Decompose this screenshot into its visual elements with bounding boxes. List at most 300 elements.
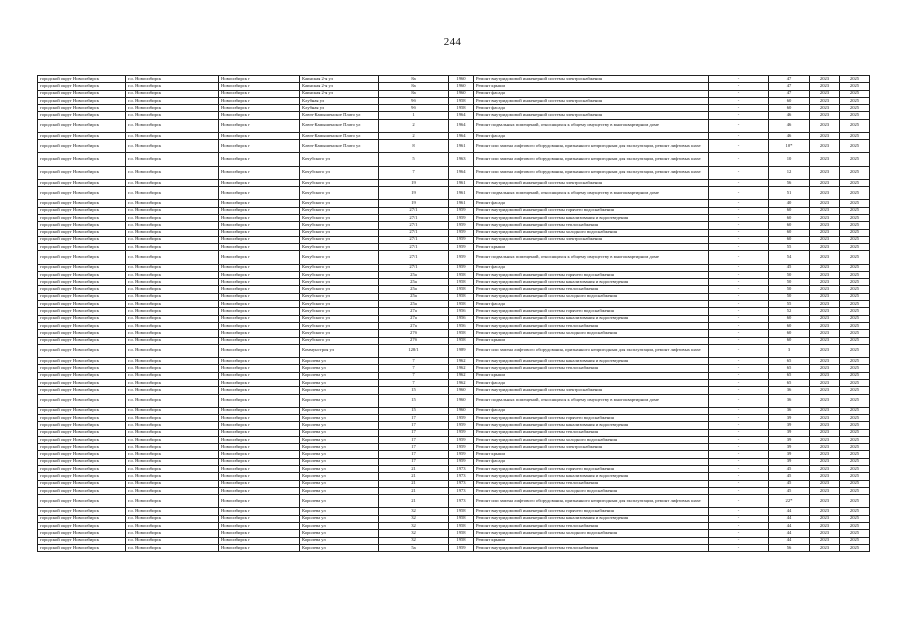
table-cell: Кочубского ул [300,264,379,271]
table-cell: г.о. Новосибирск [126,286,219,293]
table-row [38,458,870,465]
table-cell: городской округ Новосибирск [38,466,126,473]
table-cell: 2025 [840,480,870,487]
table-cell: - [709,495,769,508]
table-cell: городской округ Новосибирск [38,90,126,97]
table-cell: 19 [379,179,449,186]
table-cell: - [709,523,769,530]
table-cell: Новосибирск г [219,271,300,278]
table-cell: 2023 [810,153,840,166]
table-cell: 27а [379,322,449,329]
table-row [38,379,870,386]
table-cell: городской округ Новосибирск [38,140,126,153]
table-cell: 52 [769,308,810,315]
table-cell: г.о. Новосибирск [126,132,219,139]
table-cell: 27а [379,308,449,315]
table-cell: Кочубского ул [300,271,379,278]
table-cell: 2 [379,119,449,132]
table-cell: городской округ Новосибирск [38,422,126,429]
table-cell: 2023 [810,480,840,487]
table-cell: 1 [379,112,449,119]
table-cell: Королева ул [300,473,379,480]
table-cell: городской округ Новосибирск [38,473,126,480]
table-row [38,523,870,530]
table-cell: Ремонт внутридомовой инженерной системы канализования и водоотведения [474,515,709,522]
table-cell: - [709,337,769,344]
table-cell: 2025 [840,365,870,372]
table-cell: Королева ул [300,480,379,487]
table-cell: 1973 [449,480,474,487]
table-cell: 2023 [810,537,840,544]
table-cell: Королева ул [300,530,379,537]
table-cell: - [709,487,769,494]
table-cell: - [709,293,769,300]
table-cell: Ремонт внутридомовой инженерной системы теплоснабжения [474,365,709,372]
table-cell: 1959 [449,229,474,236]
table-cell: 44 [769,530,810,537]
table-cell: Новосибирск г [219,229,300,236]
table-cell: 2025 [840,90,870,97]
table-cell: городской округ Новосибирск [38,119,126,132]
table-cell: г.о. Новосибирск [126,495,219,508]
table-row [38,315,870,322]
table-cell: г.о. Новосибирск [126,508,219,515]
table-cell: 1973 [449,487,474,494]
table-cell: 27/1 [379,207,449,214]
table-cell: городской округ Новосибирск [38,322,126,329]
table-cell: Кочубского ул [300,251,379,264]
table-cell: 2025 [840,415,870,422]
table-cell: Королева ул [300,466,379,473]
table-row [38,132,870,139]
table-cell: 8а [379,76,449,83]
table-cell: 2023 [810,473,840,480]
table-cell: 1959 [449,415,474,422]
table-cell: Ремонт внутридомовой инженерной системы канализования и водоотведения [474,358,709,365]
table-cell: Новосибирск г [219,214,300,221]
table-cell: городской округ Новосибирск [38,544,126,551]
table-cell: 46 [769,119,810,132]
table-row [38,372,870,379]
table-cell: 1958 [449,515,474,522]
table-cell: 25а [379,279,449,286]
table-row [38,480,870,487]
table-cell: 2025 [840,308,870,315]
table-cell: 1960 [449,90,474,97]
table-row [38,119,870,132]
table-cell: 2023 [810,422,840,429]
table-cell: 2023 [810,308,840,315]
table-cell: Новосибирск г [219,458,300,465]
table-cell: 1958 [449,337,474,344]
table-cell: Новосибирск г [219,293,300,300]
table-cell: 50 [769,293,810,300]
page-number: 244 [443,36,462,48]
table-cell: 2025 [840,444,870,451]
table-cell: 32 [379,523,449,530]
table-cell: г.о. Новосибирск [126,90,219,97]
table-cell: 2023 [810,97,840,104]
table-cell: Королева ул [300,508,379,515]
table-cell: 17 [379,444,449,451]
table-cell: 1962 [449,365,474,372]
table-cell: 45 [769,466,810,473]
table-cell: 2025 [840,236,870,243]
table-row [38,322,870,329]
table-cell: городской округ Новосибирск [38,166,126,179]
table-cell: 39 [769,429,810,436]
table-cell: - [709,344,769,357]
table-cell: 2025 [840,214,870,221]
table-cell: 60 [769,97,810,104]
table-cell: Клубная ул [300,97,379,104]
table-cell: г.о. Новосибирск [126,387,219,394]
table-cell: Кочубского ул [300,322,379,329]
table-cell: Кочубского ул [300,315,379,322]
table-row [38,90,870,97]
table-row [38,444,870,451]
table-cell: 1962 [449,379,474,386]
table-cell: 2025 [840,429,870,436]
table-cell: 2023 [810,337,840,344]
table-cell: Кочубского ул [300,187,379,200]
table-cell: Новосибирск г [219,315,300,322]
table-cell: Кочубского ул [300,244,379,251]
table-cell: 2023 [810,466,840,473]
table-cell: г.о. Новосибирск [126,187,219,200]
table-cell: Королева ул [300,415,379,422]
table-cell: 2023 [810,132,840,139]
table-cell: Ремонт внутридомовой инженерной системы канализования и водоотведения [474,422,709,429]
table-cell: Кочубского ул [300,286,379,293]
table-cell: Ремонт внутридомовой инженерной системы теплоснабжения [474,544,709,551]
table-cell: Ремонт внутридомовой инженерной системы канализования и водоотведения [474,279,709,286]
table-cell: 1959 [449,444,474,451]
table-cell: Кочубского ул [300,236,379,243]
table-cell: 1958 [449,97,474,104]
table-cell: 2025 [840,132,870,139]
table-cell: Королева ул [300,458,379,465]
table-cell: - [709,379,769,386]
table-cell: 5а [379,544,449,551]
table-cell: городской округ Новосибирск [38,508,126,515]
table-cell: Ремонт внутридомовой инженерной системы канализования и водоотведения [474,315,709,322]
table-cell: Ремонт внутридомовой инженерной системы электроснабжения [474,76,709,83]
table-cell: 19 [379,200,449,207]
table-cell: 1973 [449,495,474,508]
table-cell: городской округ Новосибирск [38,487,126,494]
table-cell: Ключ-Камышенское Плато ул [300,119,379,132]
table-cell: Королева ул [300,444,379,451]
table-cell: г.о. Новосибирск [126,451,219,458]
table-cell: 47 [769,76,810,83]
table-cell: 44 [769,537,810,544]
table-cell: городской округ Новосибирск [38,236,126,243]
table-cell: городской округ Новосибирск [38,279,126,286]
table-cell: городской округ Новосибирск [38,229,126,236]
table-body [38,76,870,552]
table-cell: 2023 [810,90,840,97]
table-cell: 40 [769,200,810,207]
table-cell: Кочубского ул [300,166,379,179]
table-cell: городской округ Новосибирск [38,301,126,308]
table-cell: 2025 [840,330,870,337]
table-cell: Ремонт фасада [474,407,709,414]
table-cell: 2023 [810,179,840,186]
table-cell: г.о. Новосибирск [126,166,219,179]
table-cell: Ремонт внутридомовой инженерной системы канализования и водоотведения [474,473,709,480]
table-cell: 21 [379,480,449,487]
table-cell: Ремонт внутридомовой инженерной системы горячего водоснабжения [474,271,709,278]
table-row [38,200,870,207]
table-cell: 17 [379,422,449,429]
table-cell: 15 [379,394,449,407]
table-cell: городской округ Новосибирск [38,315,126,322]
table-cell: г.о. Новосибирск [126,523,219,530]
table-cell: 21 [379,487,449,494]
table-cell: 27/1 [379,244,449,251]
table-cell: 1958 [449,286,474,293]
table-cell: Новосибирск г [219,480,300,487]
table-cell: 2023 [810,214,840,221]
table-cell: г.о. Новосибирск [126,119,219,132]
table-cell: городской округ Новосибирск [38,105,126,112]
table-cell: 1959 [449,422,474,429]
table-cell: 1958 [449,301,474,308]
table-cell: Новосибирск г [219,330,300,337]
table-cell: Кочубского ул [300,293,379,300]
table-cell: Ремонт внутридомовой инженерной системы теплоснабжения [474,480,709,487]
table-cell: 2025 [840,264,870,271]
table-cell: 2025 [840,372,870,379]
table-cell: - [709,132,769,139]
table-cell: - [709,97,769,104]
table-row [38,436,870,443]
table-cell: 2025 [840,458,870,465]
table-cell: Новосибирск г [219,372,300,379]
table-cell: 19 [379,187,449,200]
table-row [38,236,870,243]
table-cell: 60 [769,337,810,344]
table-cell: г.о. Новосибирск [126,330,219,337]
table-cell: - [709,415,769,422]
table-cell: Ремонт внутридомовой инженерной системы теплоснабжения [474,322,709,329]
table-cell: городской округ Новосибирск [38,358,126,365]
table-cell: - [709,229,769,236]
table-cell: Новосибирск г [219,187,300,200]
table-cell: 1959 [449,207,474,214]
table-cell: 60 [769,330,810,337]
table-cell: г.о. Новосибирск [126,537,219,544]
table-cell: Ремонт фасада [474,264,709,271]
table-cell: городской округ Новосибирск [38,523,126,530]
table-cell: 1961 [449,179,474,186]
table-cell: Ремонт или замена лифтового оборудования, признанного непригодным для эксплуатации, ремонт лифтовых шахт [474,495,709,508]
table-cell: 39 [769,444,810,451]
table-cell: городской округ Новосибирск [38,429,126,436]
table-cell: городской округ Новосибирск [38,308,126,315]
table-cell: - [709,308,769,315]
table-cell: 2023 [810,523,840,530]
table-cell: г.о. Новосибирск [126,179,219,186]
table-cell: 2023 [810,344,840,357]
table-cell: 2025 [840,466,870,473]
table-cell: г.о. Новосибирск [126,315,219,322]
table-row [38,407,870,414]
table-cell: 2023 [810,451,840,458]
table-cell: 7 [379,166,449,179]
table-cell: 44 [769,508,810,515]
table-cell: 15 [379,387,449,394]
table-cell: 1960 [449,83,474,90]
table-cell: Ремонт внутридомовой инженерной системы электроснабжения [474,387,709,394]
table-cell: городской округ Новосибирск [38,394,126,407]
table-cell: 2025 [840,200,870,207]
table-cell: 1959 [449,214,474,221]
table-cell: Ремонт фасада [474,301,709,308]
table-cell: 1959 [449,544,474,551]
table-cell: - [709,222,769,229]
table-cell: 1959 [449,236,474,243]
table-cell: Новосибирск г [219,286,300,293]
table-cell: 1961 [449,200,474,207]
table-cell: - [709,271,769,278]
table-cell: 2025 [840,322,870,329]
table-cell: 39 [769,422,810,429]
table-cell: - [709,330,769,337]
table-cell: городской округ Новосибирск [38,480,126,487]
table-cell: Королева ул [300,495,379,508]
table-cell: 2025 [840,436,870,443]
table-cell: 1960 [449,387,474,394]
table-cell: Новосибирск г [219,422,300,429]
table-cell: 17 [379,458,449,465]
table-cell: Королева ул [300,429,379,436]
table-row [38,244,870,251]
table-cell: 2023 [810,387,840,394]
table-cell: - [709,436,769,443]
table-cell: 1964 [449,119,474,132]
table-cell: г.о. Новосибирск [126,200,219,207]
table-cell: 2023 [810,229,840,236]
table-cell: - [709,236,769,243]
table-cell: 2025 [840,97,870,104]
table-cell: 50 [769,279,810,286]
table-cell: Новосибирск г [219,76,300,83]
table-cell: Ремонт или замена лифтового оборудования, признанного непригодным для эксплуатации, ремонт лифтовых шахт [474,166,709,179]
table-cell: 2023 [810,76,840,83]
table-row [38,83,870,90]
table-cell: 2025 [840,487,870,494]
table-cell: городской округ Новосибирск [38,537,126,544]
table-cell: - [709,207,769,214]
table-cell: г.о. Новосибирск [126,415,219,422]
table-cell: 47 [769,83,810,90]
table-cell: 7 [379,358,449,365]
table-cell: 1958 [449,537,474,544]
table-cell: 2025 [840,301,870,308]
table-cell: г.о. Новосибирск [126,308,219,315]
table-cell: 2025 [840,473,870,480]
table-cell: городской округ Новосибирск [38,97,126,104]
table-cell: Ремонт фасада [474,132,709,139]
table-cell: г.о. Новосибирск [126,358,219,365]
table-row [38,515,870,522]
table-cell: 2023 [810,530,840,537]
table-cell: 22* [769,495,810,508]
table-cell: 21 [379,466,449,473]
table-cell: 1959 [449,429,474,436]
table-cell: г.о. Новосибирск [126,322,219,329]
table-cell: 2023 [810,105,840,112]
table-cell: 54 [769,251,810,264]
table-cell: - [709,451,769,458]
table-cell: Ремонт внутридомовой инженерной системы теплоснабжения [474,523,709,530]
table-cell: городской округ Новосибирск [38,515,126,522]
table-cell: 27б [379,337,449,344]
table-cell: г.о. Новосибирск [126,229,219,236]
table-cell: Ремонт крыши [474,537,709,544]
table-row [38,279,870,286]
table-cell: 2025 [840,76,870,83]
table-cell: Новосибирск г [219,407,300,414]
table-cell: Новосибирск г [219,365,300,372]
table-cell: Кочубского ул [300,337,379,344]
table-cell: Коммунстроя ул [300,344,379,357]
table-cell: городской округ Новосибирск [38,530,126,537]
table-cell: Королева ул [300,523,379,530]
table-cell: 44 [769,523,810,530]
table-cell: Новосибирск г [219,508,300,515]
table-cell: Новосибирск г [219,544,300,551]
table-cell: 2023 [810,166,840,179]
table-cell: Ремонт внутридомовой инженерной системы горячего водоснабжения [474,466,709,473]
table-cell: 2023 [810,365,840,372]
table-cell: Ремонт крыши [474,244,709,251]
table-cell: Ремонт подвальных помещений, относящихся к общему имуществу в многоквартирном доме [474,251,709,264]
table-cell: 25а [379,286,449,293]
table-cell: 1973 [449,473,474,480]
table-cell: Королева ул [300,358,379,365]
table-cell: 2025 [840,358,870,365]
table-cell: г.о. Новосибирск [126,105,219,112]
table-cell: 2025 [840,207,870,214]
table-cell: Новосибирск г [219,166,300,179]
table-cell: 1959 [449,251,474,264]
table-cell: г.о. Новосибирск [126,293,219,300]
table-cell: 2025 [840,394,870,407]
table-cell: 2023 [810,372,840,379]
table-cell: Ремонт крыши [474,372,709,379]
table-cell: городской округ Новосибирск [38,112,126,119]
table-cell: Ключ-Камышенское Плато ул [300,140,379,153]
table-cell: городской округ Новосибирск [38,153,126,166]
table-cell: Ремонт внутридомовой инженерной системы электроснабжения [474,179,709,186]
table-cell: 2023 [810,279,840,286]
table-cell: городской округ Новосибирск [38,458,126,465]
table-cell: 1960 [449,407,474,414]
table-cell: Новосибирск г [219,344,300,357]
table-cell: Королева ул [300,387,379,394]
table-cell: 1959 [449,244,474,251]
table-cell: г.о. Новосибирск [126,337,219,344]
table-cell: 2023 [810,293,840,300]
table-row [38,187,870,200]
table-cell: городской округ Новосибирск [38,200,126,207]
table-cell: - [709,473,769,480]
table-cell: 21 [379,473,449,480]
table-cell: 60 [769,214,810,221]
